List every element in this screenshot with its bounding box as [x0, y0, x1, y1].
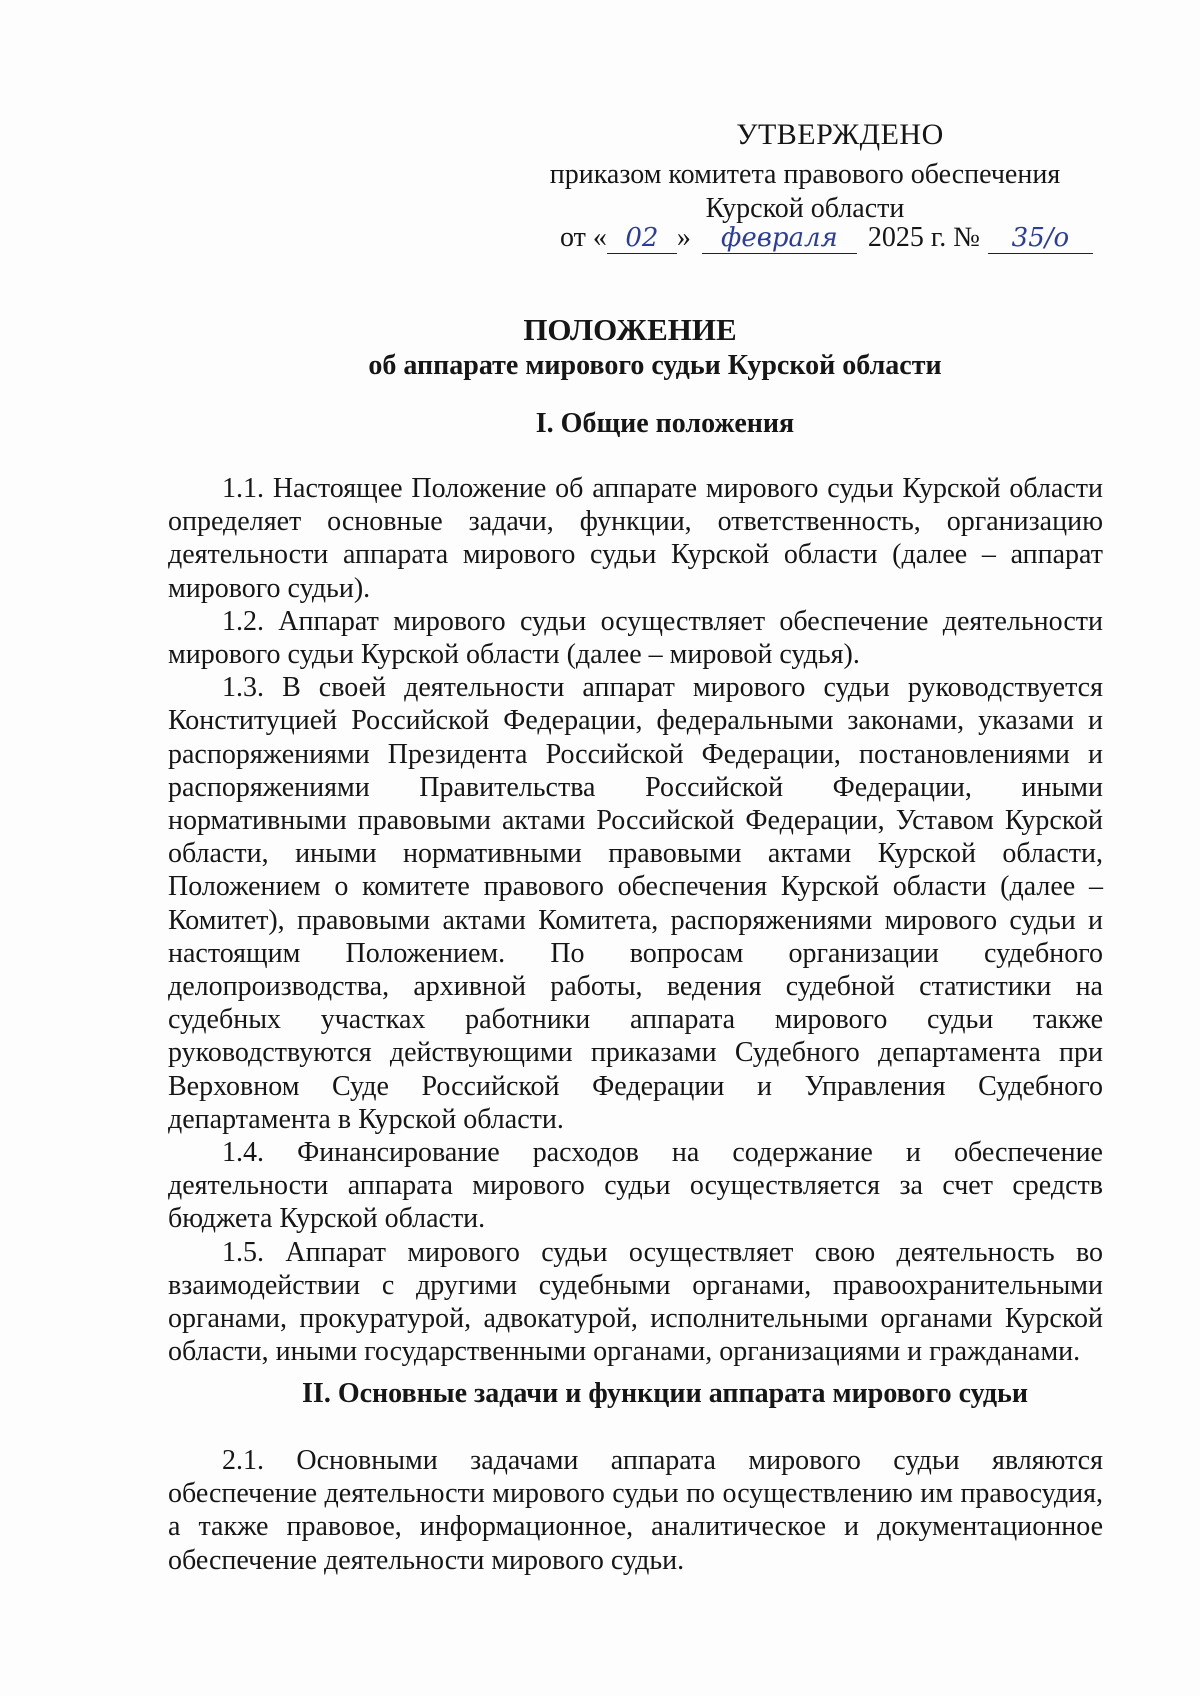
paragraph-1-4: 1.4. Финансирование расходов на содержание и обеспечение деятельности аппарата мирового судьи осуществляется за счет средств бюджета Курской области.: [168, 1137, 1103, 1235]
handwritten-month: февраля: [702, 223, 857, 254]
paragraph-1-1: 1.1. Настоящее Положение об аппарате мирового судьи Курской области определяет основные задачи, функции, ответственность, организацию деятельности аппарата мирового судьи Курской области (далее – аппарат мирового судьи).: [168, 473, 1103, 604]
document-subtitle: об аппарате мирового судьи Курской области: [368, 350, 942, 381]
handwritten-order-number: 35/о: [988, 223, 1093, 254]
paragraph-1-5: 1.5. Аппарат мирового судьи осуществляет свою деятельность во взаимодействии с другими судебными органами, правоохранительными органами, прокуратурой, адвокатурой, исполнительными органами Курской области, иными государственными органами, организациями и гражданами.: [168, 1236, 1103, 1368]
date-prefix: от «: [560, 222, 607, 253]
section-1-body: [168, 472, 1103, 1368]
approved-label: УТВЕРЖДЕНО: [736, 118, 944, 151]
paragraph-1-3: 1.3. В своей деятельности аппарат мирового судьи руководствуется Конституцией Российской Федерации, федеральными законами, указами и распоряжениями Президента Российской Федерации, постановлениями и распоряжениями Правительства Российской Федерации, иными нормативными правовыми актами Российской Федерации, Уставом Курской области, иными нормативными правовыми актами Курской области, Положением о комитете правового обеспечения Курской области (далее – Комитет), правовыми актами Комитета, распоряжениями мирового судьи и настоящим Положением. По вопросам организации судебного делопроизводства, архивной работы, ведения судебной статистики на судебных участках работники аппарата мирового судьи также руководствуются действующими приказами Судебного департамента при Верховном Суде Российской Федерации и Управления Судебного департамента в Курской области.: [168, 672, 1103, 1135]
section-heading-1: I. Общие положения: [535, 408, 795, 439]
document-title: ПОЛОЖЕНИЕ: [523, 312, 737, 347]
approval-block: [520, 118, 1090, 226]
paragraph-1-2: 1.2. Аппарат мирового судьи осуществляет обеспечение деятельности мирового судьи Курской области (далее – мировой судья).: [168, 605, 1103, 671]
paragraph-2-1: 2.1. Основными задачами аппарата мирового судьи являются обеспечение деятельности мирового судьи по осуществлению им правосудия, а также правовое, информационное, аналитическое и документационное обеспечение деятельности мирового судьи.: [168, 1445, 1103, 1576]
section-2-body: [168, 1444, 1103, 1577]
section-heading-2: II. Основные задачи и функции аппарата мирового судьи: [302, 1378, 1028, 1409]
handwritten-day: 02: [607, 223, 677, 254]
order-line-2: Курской области: [705, 193, 905, 224]
date-year: 2025 г. №: [867, 222, 980, 253]
order-line-1: приказом комитета правового обеспечения: [549, 159, 1061, 190]
order-date-line: [560, 222, 1093, 254]
date-mid: »: [676, 222, 691, 253]
